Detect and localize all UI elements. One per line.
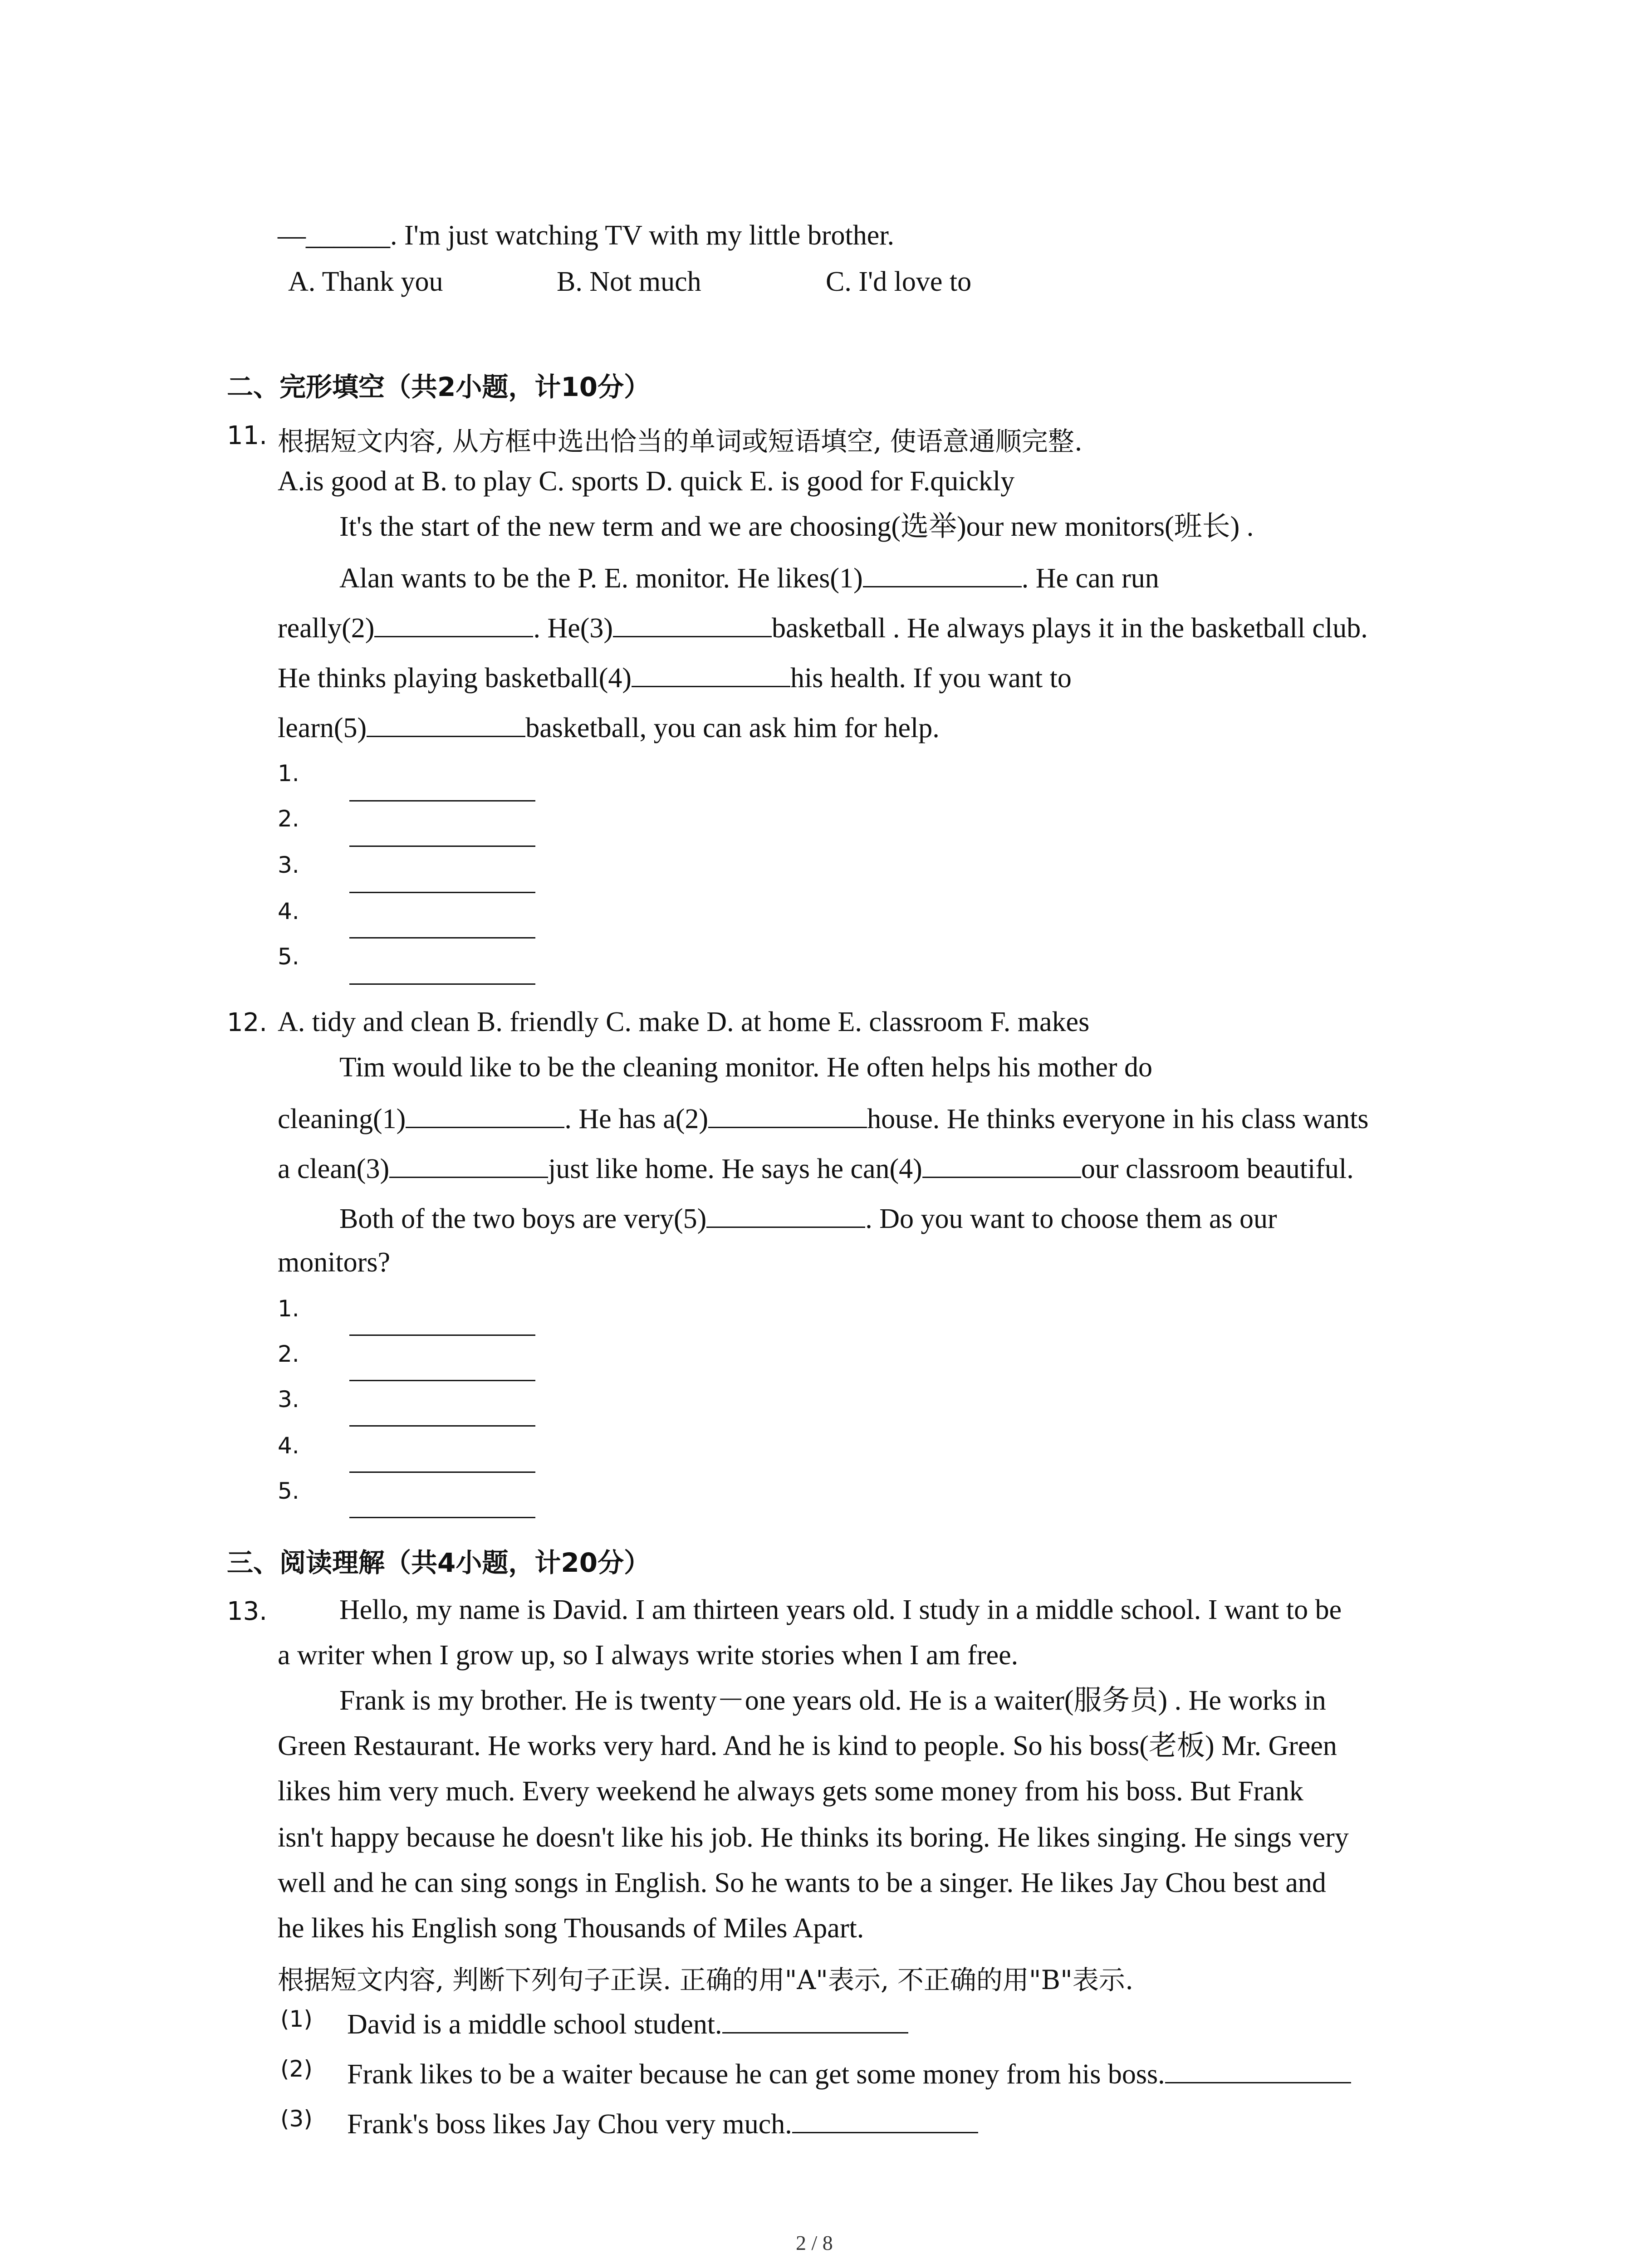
q11-text: his health. If you want to bbox=[790, 663, 1072, 694]
q11-line-4 bbox=[278, 712, 940, 742]
q13-p2-line-4: isn't happy because he doesn't like his job. He thinks its boring. He likes singing. He sings very bbox=[278, 1822, 1349, 1853]
q11-line-3 bbox=[278, 662, 1072, 692]
q11-text: basketball, you can ask him for help. bbox=[525, 713, 940, 743]
q12-text: our classroom beautiful. bbox=[1081, 1154, 1354, 1184]
q12-answer-label-3: 3. bbox=[278, 1386, 299, 1413]
q12-answer-line-1[interactable] bbox=[349, 1334, 535, 1336]
q11-number: 11. bbox=[227, 421, 268, 450]
q13-answer-blank-1[interactable] bbox=[722, 2009, 908, 2033]
q12-line-2 bbox=[278, 1103, 1369, 1133]
q13-p2-line-6: he likes his English song Thousands of Miles Apart. bbox=[278, 1913, 864, 1944]
q11-text: He thinks playing basketball(4) bbox=[278, 663, 632, 694]
q10-option-c: C. I'd love to bbox=[826, 266, 972, 297]
q10-option-b: B. Not much bbox=[557, 266, 701, 297]
q11-answer-label-2: 2. bbox=[278, 806, 299, 832]
q12-text: . Do you want to choose them as our bbox=[865, 1203, 1277, 1234]
q13-answer-blank-2[interactable] bbox=[1165, 2058, 1351, 2083]
q11-answer-line-2[interactable] bbox=[349, 845, 535, 847]
q12-number: 12. bbox=[227, 1008, 268, 1037]
q12-blank-1 bbox=[406, 1103, 564, 1128]
q11-answer-line-3[interactable] bbox=[349, 891, 535, 893]
section-2-title: 二、完形填空（共2小题，计10分） bbox=[227, 371, 651, 402]
q12-text: house. He thinks everyone in his class wants bbox=[867, 1104, 1369, 1134]
q12-options: A. tidy and clean B. friendly C. make D. at home E. classroom F. makes bbox=[278, 1007, 1090, 1037]
q12-text: a clean(3) bbox=[278, 1154, 390, 1184]
q12-text: just like home. He says he can(4) bbox=[548, 1154, 922, 1184]
q11-answer-label-4: 4. bbox=[278, 898, 299, 924]
section-3-title: 三、阅读理解（共4小题，计20分） bbox=[227, 1547, 651, 1578]
q12-line-5: monitors? bbox=[278, 1247, 390, 1278]
q12-answer-label-4: 4. bbox=[278, 1432, 299, 1459]
q12-text: . He has a(2) bbox=[564, 1104, 709, 1134]
q13-answer-blank-3[interactable] bbox=[792, 2108, 978, 2133]
q10-line: —______. I'm just watching TV with my little brother. bbox=[278, 220, 895, 251]
q11-answer-line-1[interactable] bbox=[349, 799, 535, 802]
q13-p2-line-5: well and he can sing songs in English. So he wants to be a singer. He likes Jay Chou best and bbox=[278, 1867, 1326, 1898]
q12-line-1: Tim would like to be the cleaning monitor. He often helps his mother do bbox=[339, 1052, 1153, 1083]
q12-answer-line-2[interactable] bbox=[349, 1379, 535, 1381]
q11-text: basketball . He always plays it in the basketball club. bbox=[772, 613, 1368, 644]
q11-blank-3 bbox=[613, 612, 772, 637]
q12-answer-label-5: 5. bbox=[278, 1478, 299, 1504]
q11-text: really(2) bbox=[278, 613, 375, 644]
q13-instruction: 根据短文内容, 判断下列句子正误. 正确的用"A"表示, 不正确的用"B"表示. bbox=[278, 1965, 1134, 1995]
q13-item-text: David is a middle school student. bbox=[347, 2009, 722, 2040]
q11-answer-label-3: 3. bbox=[278, 852, 299, 878]
q12-answer-label-2: 2. bbox=[278, 1341, 299, 1367]
q11-text: Alan wants to be the P. E. monitor. He likes(1) bbox=[339, 563, 863, 594]
q10-option-a: A. Thank you bbox=[288, 266, 443, 297]
q12-text: cleaning(1) bbox=[278, 1104, 406, 1134]
q11-blank-4 bbox=[632, 662, 790, 687]
q13-p1-line-1: Hello, my name is David. I am thirteen years old. I study in a middle school. I want to be bbox=[339, 1594, 1342, 1625]
q11-answer-line-4[interactable] bbox=[349, 936, 535, 938]
page-number: 2 / 8 bbox=[796, 2231, 833, 2254]
q11-answer-label-1: 1. bbox=[278, 760, 299, 787]
q11-blank-2 bbox=[374, 612, 533, 637]
q13-item-text: Frank likes to be a waiter because he can get some money from his boss. bbox=[347, 2059, 1165, 2090]
q11-line-2 bbox=[278, 612, 1368, 642]
q12-answer-line-5[interactable] bbox=[349, 1516, 535, 1518]
q11-answer-line-5[interactable] bbox=[349, 982, 535, 985]
q12-answer-label-1: 1. bbox=[278, 1295, 299, 1322]
q11-paragraph-1: It's the start of the new term and we are choosing(选举)our new monitors(班长) . bbox=[339, 511, 1254, 542]
q13-p2-line-3: likes him very much. Every weekend he always gets some money from his boss. But Frank bbox=[278, 1776, 1303, 1807]
q11-text: . He(3) bbox=[533, 613, 613, 644]
q12-answer-line-4[interactable] bbox=[349, 1471, 535, 1473]
q13-p2-line-1: Frank is my brother. He is twenty－one years old. He is a waiter(服务员) . He works in bbox=[339, 1685, 1326, 1716]
q11-line-1 bbox=[339, 562, 1159, 592]
q12-line-4 bbox=[339, 1203, 1277, 1233]
q13-item-2 bbox=[347, 2058, 1351, 2088]
q13-p1-line-2: a writer when I grow up, so I always write stories when I am free. bbox=[278, 1640, 1019, 1671]
q11-answer-label-5: 5. bbox=[278, 943, 299, 970]
q11-text: . He can run bbox=[1021, 563, 1159, 594]
q13-item-number-3: (3) bbox=[280, 2106, 313, 2132]
q13-item-1 bbox=[347, 2009, 908, 2038]
q12-answer-line-3[interactable] bbox=[349, 1424, 535, 1427]
q12-blank-2 bbox=[708, 1103, 867, 1128]
q12-text: Both of the two boys are very(5) bbox=[339, 1203, 707, 1234]
q13-item-3 bbox=[347, 2108, 978, 2138]
q13-p2-line-2: Green Restaurant. He works very hard. And he is kind to people. So his boss(老板) Mr. Green bbox=[278, 1730, 1337, 1761]
q13-item-number-2: (2) bbox=[280, 2056, 313, 2082]
q11-blank-1 bbox=[863, 562, 1022, 587]
q13-item-text: Frank's boss likes Jay Chou very much. bbox=[347, 2109, 792, 2140]
q11-options: A.is good at B. to play C. sports D. quick E. is good for F.quickly bbox=[278, 466, 1015, 497]
q12-blank-5 bbox=[706, 1203, 865, 1228]
q12-blank-3 bbox=[389, 1153, 548, 1178]
q13-number: 13. bbox=[227, 1597, 268, 1626]
q12-blank-4 bbox=[922, 1153, 1081, 1178]
q11-blank-5 bbox=[367, 712, 525, 737]
q13-item-number-1: (1) bbox=[280, 2006, 313, 2032]
q12-line-3 bbox=[278, 1153, 1354, 1183]
q11-text: learn(5) bbox=[278, 713, 367, 743]
q11-instruction: 根据短文内容, 从方框中选出恰当的单词或短语填空, 使语意通顺完整. bbox=[278, 426, 1083, 457]
